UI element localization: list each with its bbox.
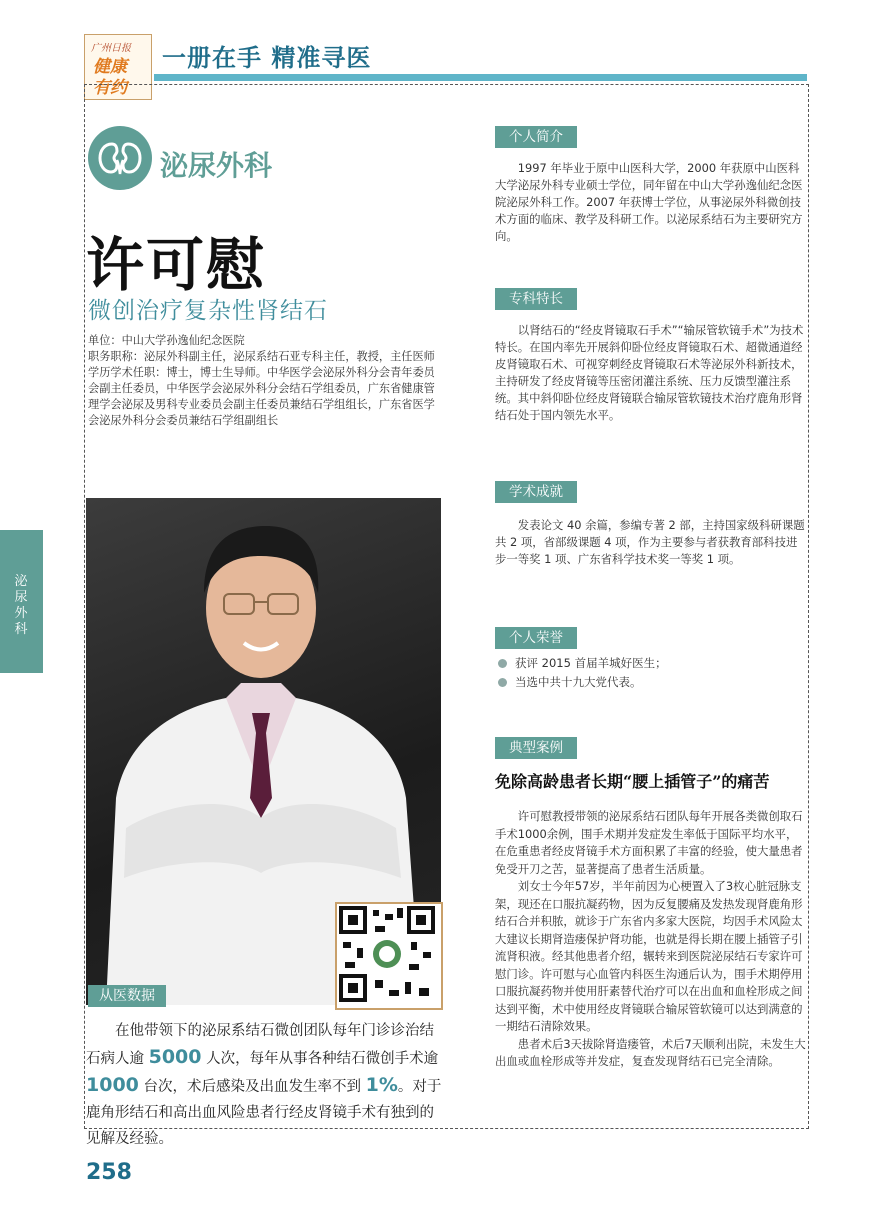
doctor-academic: 学历学术任职：博士，博士生导师。中华医学会泌尿外科分会青年委员会副主任委员，中华医学会泌尿外科分会结石学组委员，广东省健康管理学会泌尿及男科专业委员会副主任委员兼结石学组组长，广东省医学会泌尿外科分会委员兼结石学组副组长 (88, 366, 435, 427)
case-title: 免除高龄患者长期“腰上插管子”的痛苦 (495, 772, 770, 791)
logo-line-3: 有约 (93, 78, 127, 98)
kidney-icon (88, 126, 152, 190)
department-title: 泌尿外科 (160, 149, 273, 182)
case-tag: 典型案例 (495, 737, 577, 759)
profile-text: 1997 年毕业于原中山医科大学，2000 年获原中山医科大学泌尿外科专业硕士学位，同年留在中山大学孙逸仙纪念医院泌尿外科工作。2007 年获博士学位，从事泌尿外科微创技术方面的临床、教学及科研工作。以泌尿系结石为主要研究方向。 (495, 161, 803, 243)
honor-item: 当选中共十九大党代表。 (497, 673, 807, 692)
case-paragraph: 患者术后3天拔除肾造瘘管，术后7天顺利出院，未发生大出血或血栓形成等并发症，复查发现肾结石已完全清除。 (495, 1036, 806, 1068)
stats-text (86, 1018, 442, 1152)
case-paragraph: 许可慰教授带领的泌尿系结石团队每年开展各类微创取石手术1000余例，围手术期并发症发生率低于国际平均水平，在危重患者经皮肾镜手术方面积累了丰富的经验，使大量患者免受开刀之苦，显著提高了患者生活质量。 (495, 809, 803, 876)
logo-line-1: 广州日报 (91, 43, 131, 54)
side-tab-label: 泌尿外科 (14, 574, 28, 637)
side-section-tab (0, 530, 43, 673)
stats-text-2: 人次，每年从事各种结石微创手术逾 (201, 1051, 439, 1067)
stats-text-4: 。对于鹿角形结石和高出血风险患者行经皮肾镜手术有独到的见解及经验。 (86, 1079, 442, 1147)
stats-tag: 从医数据 (88, 985, 166, 1007)
honors-tag: 个人荣誉 (495, 627, 577, 649)
expertise-tag: 专科特长 (495, 288, 577, 310)
stats-text-3: 台次，术后感染及出血发生率不到 (138, 1079, 366, 1095)
doctor-info (88, 333, 440, 429)
doctor-title: 职务职称：泌尿外科副主任，泌尿系结石亚专科主任，教授，主任医师 (88, 350, 435, 363)
stats-number-surgeries: 1000 (86, 1074, 139, 1096)
expertise-section (495, 322, 806, 424)
honors-list (497, 654, 807, 692)
qr-code-icon[interactable] (335, 902, 443, 1010)
achievement-text: 发表论文 40 余篇，参编专著 2 部，主持国家级科研课题共 2 项，省部级课题 4 项，作为主要参与者获教育部科技进步一等奖 1 项、广东省科学技术奖一等奖 1 项。 (495, 518, 805, 566)
stats-number-outpatients: 5000 (148, 1046, 202, 1068)
page-number: 258 (86, 1160, 132, 1185)
honor-item: 获评 2015 首届羊城好医生； (497, 654, 807, 673)
header-slogan: 一册在手 精准寻医 (162, 44, 372, 72)
expertise-text: 以肾结石的“经皮肾镜取石手术”“输尿管软镜手术”为技术特长。在国内率先开展斜仰卧位经皮肾镜取石术、超微通道经皮肾镜取石术、可视穿刺经皮肾镜取石术等泌尿外科新技术，主持研发了经皮肾镜等压密闭灌注系统、压力反馈型灌注系统。其中斜仰卧位经皮肾镜联合输尿管软镜技术治疗鹿角形肾结石处于国内领先水平。 (495, 323, 804, 422)
case-paragraph: 刘女士今年57岁，半年前因为心梗置入了3枚心脏冠脉支架，现还在口服抗凝药物，因为反复腰痛及发热发现肾鹿角形结石合并积脓，就诊于广东省内多家大医院，均因手术风险太大建议长期肾造瘘保护肾功能，也就是得长期在腰上插管子引流肾积液。经其他患者介绍，辗转来到医院泌尿结石专家许可慰门诊。许可慰与心血管内科医生沟通后认为，围手术期停用口服抗凝药物并使用肝素替代治疗可以在出血和血栓形成之间达到平衡，术中使用经皮肾镜联合输尿管软镜可以达到满意的一期结石清除效果。 (495, 879, 803, 1033)
achievement-tag: 学术成就 (495, 481, 577, 503)
doctor-name: 许可慰 (86, 231, 267, 299)
achievement-section (495, 517, 806, 568)
doctor-specialty: 微创治疗复杂性肾结石 (88, 298, 328, 324)
case-body (495, 808, 806, 1071)
stats-number-rate: 1% (365, 1074, 398, 1096)
profile-tag: 个人简介 (495, 126, 577, 148)
profile-section (495, 160, 806, 245)
doctor-unit: 单位：中山大学孙逸仙纪念医院 (88, 334, 245, 347)
stats-text-1: 在他带领下的泌尿系结石微创团队每年门诊诊治结石病人逾 (86, 1023, 434, 1067)
logo-line-2: 健康 (93, 57, 127, 77)
header-rule (154, 74, 807, 81)
